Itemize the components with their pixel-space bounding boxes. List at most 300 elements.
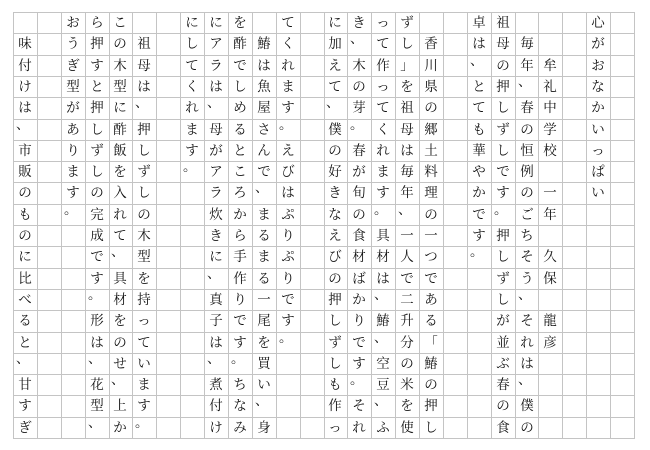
manuscript-char: 魚 [257,79,271,95]
manuscript-char: 。 [494,202,508,218]
manuscript-char: し [328,356,342,372]
manuscript-char: る [257,271,271,287]
manuscript-char: と [18,335,32,351]
manuscript-char: は [18,100,32,116]
manuscript-char: ふ [376,420,390,436]
manuscript-char: が [496,313,510,329]
manuscript-char: 木 [137,228,151,244]
grid-column-line [634,12,635,439]
manuscript-char: 。 [88,287,102,303]
manuscript-char: に [209,249,223,265]
manuscript-char: 型 [137,249,151,265]
manuscript-char: 久 [543,249,557,265]
manuscript-char: し [424,420,438,436]
manuscript-char: す [90,58,104,74]
manuscript-char: で [400,271,414,287]
manuscript-char: な [328,207,342,223]
manuscript-char: 押 [496,79,510,95]
manuscript-char: 並 [496,335,510,351]
manuscript-char: 炊 [209,207,223,223]
manuscript-char: あ [424,292,438,308]
manuscript-char: 心 [591,15,605,31]
manuscript-column [467,0,491,450]
manuscript-char: ま [66,164,80,180]
manuscript-char: 、 [350,31,364,47]
manuscript-char: ん [257,143,271,159]
manuscript-char: 甘 [18,377,32,393]
manuscript-char: で [90,249,104,265]
manuscript-char: と [472,79,486,95]
manuscript-char: 旬 [352,185,366,201]
manuscript-char: 味 [18,36,32,52]
manuscript-char: お [66,15,80,31]
manuscript-char: ず [328,335,342,351]
manuscript-char: う [520,271,534,287]
manuscript-char: 作 [233,271,247,287]
manuscript-char: ぷ [281,249,295,265]
manuscript-char: 押 [424,398,438,414]
manuscript-char: 一 [257,292,271,308]
manuscript-char: 具 [113,271,127,287]
manuscript-char: が [591,36,605,52]
manuscript-char: し [400,36,414,52]
manuscript-char: く [376,122,390,138]
manuscript-char: 完 [90,207,104,223]
manuscript-char: ア [209,164,223,180]
manuscript-char: 入 [113,185,127,201]
manuscript-column [108,0,132,450]
manuscript-char: 。 [279,117,293,133]
manuscript-char: ち [520,228,534,244]
manuscript-char: 毎 [400,164,414,180]
manuscript-char: し [496,143,510,159]
manuscript-char: 、 [16,117,30,133]
manuscript-char: に [328,15,342,31]
manuscript-column [419,0,443,450]
manuscript-char: の [496,398,510,414]
manuscript-char: 、 [374,393,388,409]
manuscript-column [204,0,228,450]
manuscript-char: な [591,79,605,95]
manuscript-column [491,0,515,450]
manuscript-char: っ [376,15,390,31]
manuscript-column [515,0,539,450]
manuscript-char: ら [233,228,247,244]
manuscript-char: ぷ [281,207,295,223]
manuscript-column [395,0,419,450]
manuscript-char: 母 [400,122,414,138]
manuscript-char: っ [591,143,605,159]
manuscript-char: こ [113,15,127,31]
manuscript-char: を [113,313,127,329]
manuscript-char: 。 [183,159,197,175]
manuscript-char: に [185,15,199,31]
manuscript-char: 年 [400,185,414,201]
manuscript-char: 材 [352,249,366,265]
manuscript-char: 鰆 [257,36,271,52]
manuscript-char: 僕 [520,398,534,414]
manuscript-char: 理 [424,185,438,201]
manuscript-char: 祖 [137,36,151,52]
manuscript-char: は [209,79,223,95]
manuscript-char: の [328,271,342,287]
manuscript-column [323,0,347,450]
manuscript-char: 木 [113,58,127,74]
manuscript-char: け [209,420,223,436]
manuscript-char: 販 [18,164,32,180]
manuscript-char: ず [496,122,510,138]
manuscript-char: し [496,249,510,265]
manuscript-column [85,0,109,450]
manuscript-char [252,12,276,34]
manuscript-char: り [233,292,247,308]
manuscript-char: 料 [424,164,438,180]
manuscript-char: く [185,79,199,95]
manuscript-char [538,12,562,34]
manuscript-char: 郷 [424,122,438,138]
manuscript-char: を [400,398,414,414]
manuscript-char: め [233,100,247,116]
manuscript-char: に [113,100,127,116]
manuscript-char [132,12,156,34]
manuscript-char: ま [257,249,271,265]
manuscript-char: 。 [279,330,293,346]
manuscript-char: て [281,15,295,31]
manuscript-char: 手 [233,249,247,265]
manuscript-char: か [113,420,127,436]
manuscript-char: て [376,100,390,116]
manuscript-char: ち [233,377,247,393]
manuscript-char: き [328,185,342,201]
manuscript-char: の [520,420,534,436]
manuscript-char: 一 [543,185,557,201]
manuscript-char: 。 [350,117,364,133]
manuscript-char [419,12,443,34]
manuscript-char: は [520,356,534,372]
manuscript-char: こ [233,164,247,180]
manuscript-char: 例 [520,164,534,180]
manuscript-char: 押 [90,36,104,52]
manuscript-char: に [209,15,223,31]
manuscript-column [538,0,562,450]
manuscript-char: も [328,377,342,393]
manuscript-char: 、 [207,95,221,111]
manuscript-char: 、 [16,351,30,367]
manuscript-char: で [257,164,271,180]
manuscript-char: 「 [424,335,438,351]
manuscript-char: は [281,185,295,201]
manuscript-char [538,225,562,247]
manuscript-char: 祖 [400,100,414,116]
manuscript-char: 、 [207,351,221,367]
manuscript-char: 押 [90,100,104,116]
manuscript-char: り [352,313,366,329]
manuscript-char: え [281,143,295,159]
manuscript-char: す [18,398,32,414]
manuscript-char: 」 [400,58,414,74]
manuscript-char: し [137,143,151,159]
manuscript-char: は [400,143,414,159]
manuscript-column [300,0,324,450]
manuscript-column [443,0,467,450]
manuscript-char: す [376,185,390,201]
manuscript-char: て [328,79,342,95]
manuscript-char: ぎ [18,420,32,436]
manuscript-char: り [281,228,295,244]
manuscript-char: 、 [326,95,340,111]
manuscript-char: は [376,271,390,287]
manuscript-char: っ [328,420,342,436]
manuscript-char: し [328,313,342,329]
manuscript-char: 市 [18,143,32,159]
manuscript-char: ま [257,207,271,223]
manuscript-char: 華 [472,143,486,159]
manuscript-char: 子 [209,313,223,329]
manuscript-char: 分 [400,335,414,351]
manuscript-char: る [257,228,271,244]
manuscript-char: 毎 [520,36,534,52]
manuscript-char: の [137,207,151,223]
manuscript-char: の [113,335,127,351]
manuscript-column [61,0,85,450]
manuscript-char: か [591,100,605,116]
manuscript-char: 比 [18,271,32,287]
manuscript-char: っ [137,313,151,329]
manuscript-char: し [90,164,104,180]
manuscript-char: 、 [374,330,388,346]
manuscript-char: ラ [209,58,223,74]
manuscript-char: 屋 [257,100,271,116]
manuscript-char: 持 [137,292,151,308]
manuscript-char: 具 [376,228,390,244]
manuscript-char: ま [281,79,295,95]
manuscript-column [276,0,300,450]
manuscript-char: 春 [496,377,510,393]
manuscript-char: す [185,143,199,159]
manuscript-char: び [281,164,295,180]
manuscript-char: さ [257,122,271,138]
manuscript-char: 卓 [472,15,486,31]
manuscript-char: 、 [135,95,149,111]
manuscript-char: 土 [424,143,438,159]
manuscript-column [132,0,156,450]
manuscript-char: 木 [352,58,366,74]
manuscript-char: き [209,228,223,244]
manuscript-char: て [185,58,199,74]
manuscript-char: 材 [113,292,127,308]
manuscript-char: し [185,36,199,52]
manuscript-char: 升 [400,313,414,329]
manuscript-char: に [18,249,32,265]
manuscript-char: を [233,15,247,31]
manuscript-char: く [281,36,295,52]
manuscript-char: い [137,356,151,372]
manuscript-char: 県 [424,79,438,95]
manuscript-char: 食 [352,228,366,244]
manuscript-column [37,0,61,450]
manuscript-char: の [496,58,510,74]
manuscript-char [538,289,562,311]
manuscript-char: 豆 [376,377,390,393]
manuscript-char: 二 [400,292,414,308]
manuscript-char: そ [520,249,534,265]
manuscript-column [610,0,634,450]
manuscript-char: っ [376,79,390,95]
manuscript-char: 煮 [209,377,223,393]
manuscript-char: 母 [137,58,151,74]
manuscript-char: 、 [398,202,412,218]
manuscript-char: 押 [137,122,151,138]
manuscript-char: 中 [543,100,557,116]
manuscript-char: れ [352,420,366,436]
manuscript-char: 礼 [543,79,557,95]
manuscript-char: の [18,228,32,244]
manuscript-char: は [137,79,151,95]
manuscript-char: い [257,377,271,393]
manuscript-char: す [233,335,247,351]
manuscript-char: ず [90,143,104,159]
manuscript-char: か [352,292,366,308]
manuscript-char: が [66,100,80,116]
manuscript-char: 年 [543,207,557,223]
manuscript-char: す [90,271,104,287]
manuscript-column [180,0,204,450]
manuscript-char: ず [137,164,151,180]
manuscript-char [538,33,562,55]
manuscript-char: し [137,185,151,201]
manuscript-char: も [18,207,32,223]
manuscript-char: 学 [543,122,557,138]
manuscript-char: び [328,249,342,265]
manuscript-column [252,0,276,450]
manuscript-char: の [424,100,438,116]
manuscript-char: 、 [255,393,269,409]
manuscript-char: 加 [328,36,342,52]
manuscript-char: 、 [207,266,221,282]
manuscript-char: き [352,15,366,31]
manuscript-char: ろ [233,185,247,201]
manuscript-char: 花 [90,377,104,393]
manuscript-char: 校 [543,143,557,159]
manuscript-char: り [66,143,80,159]
manuscript-char: の [424,377,438,393]
manuscript-char: 香 [424,36,438,52]
manuscript-char: の [352,79,366,95]
manuscript-char: 春 [352,143,366,159]
manuscript-char: 川 [424,58,438,74]
manuscript-char: す [352,356,366,372]
manuscript-char: 飯 [113,143,127,159]
manuscript-char: の [90,185,104,201]
manuscript-char: 米 [400,377,414,393]
manuscript-char: 龍 [543,313,557,329]
manuscript-char: か [472,185,486,201]
manuscript-char: み [233,420,247,436]
manuscript-char: を [137,271,151,287]
manuscript-char: や [472,164,486,180]
manuscript-char: 作 [376,58,390,74]
manuscript-char: 尾 [257,313,271,329]
manuscript-char: い [591,122,605,138]
manuscript-char: し [233,79,247,95]
manuscript-char: 鰆 [424,356,438,372]
manuscript-char: す [66,185,80,201]
manuscript-char: ら [90,15,104,31]
manuscript-char: 人 [400,249,414,265]
manuscript-char: が [209,143,223,159]
manuscript-char: 押 [496,228,510,244]
manuscript-char: 付 [18,58,32,74]
manuscript-char: す [281,313,295,329]
manuscript-char [538,161,562,183]
manuscript-char: 、 [88,351,102,367]
manuscript-char: で [233,313,247,329]
manuscript-char: 保 [543,271,557,287]
manuscript-char: で [352,335,366,351]
manuscript-char: 成 [90,228,104,244]
manuscript-char: 酢 [233,36,247,52]
manuscript-char: は [257,58,271,74]
manuscript-char: 。 [374,202,388,218]
manuscript-char: 押 [328,292,342,308]
manuscript-char: し [496,100,510,116]
manuscript-char: 、 [518,74,532,90]
manuscript-char: て [113,228,127,244]
manuscript-char: う [66,36,80,52]
manuscript-char: 恒 [520,143,534,159]
manuscript-char: 買 [257,356,271,372]
manuscript-char: の [520,185,534,201]
manuscript-char: 、 [518,372,532,388]
manuscript-char: か [233,207,247,223]
manuscript-char: 一 [424,228,438,244]
manuscript-char: 、 [374,287,388,303]
manuscript-column [228,0,252,450]
manuscript-char: 。 [350,372,364,388]
manuscript-char: の [328,143,342,159]
manuscript-char: つ [424,249,438,265]
manuscript-char: 母 [209,122,223,138]
manuscript-char: の [424,207,438,223]
manuscript-char: け [18,79,32,95]
manuscript-char: れ [376,143,390,159]
manuscript-char: 、 [518,287,532,303]
manuscript-char: 付 [209,398,223,414]
manuscript-char: 上 [113,398,127,414]
manuscript-char: 酢 [113,122,127,138]
manuscript-char: 形 [90,313,104,329]
manuscript-char: り [281,271,295,287]
manuscript-char: る [233,122,247,138]
manuscript-char: 食 [496,420,510,436]
manuscript-char: も [472,122,486,138]
manuscript-char: い [591,185,605,201]
manuscript-char: 使 [400,420,414,436]
manuscript-char: そ [520,313,534,329]
manuscript-char: る [424,313,438,329]
manuscript-char: 、 [111,372,125,388]
manuscript-char: 。 [231,351,245,367]
manuscript-char: 年 [520,58,534,74]
manuscript-char: 型 [90,398,104,414]
manuscript-char: れ [520,335,534,351]
manuscript-char: 作 [328,398,342,414]
manuscript-char: 牟 [543,58,557,74]
manuscript-char: そ [352,398,366,414]
manuscript-char: 彦 [543,335,557,351]
manuscript-char: な [233,398,247,414]
manuscript-char: の [18,185,32,201]
